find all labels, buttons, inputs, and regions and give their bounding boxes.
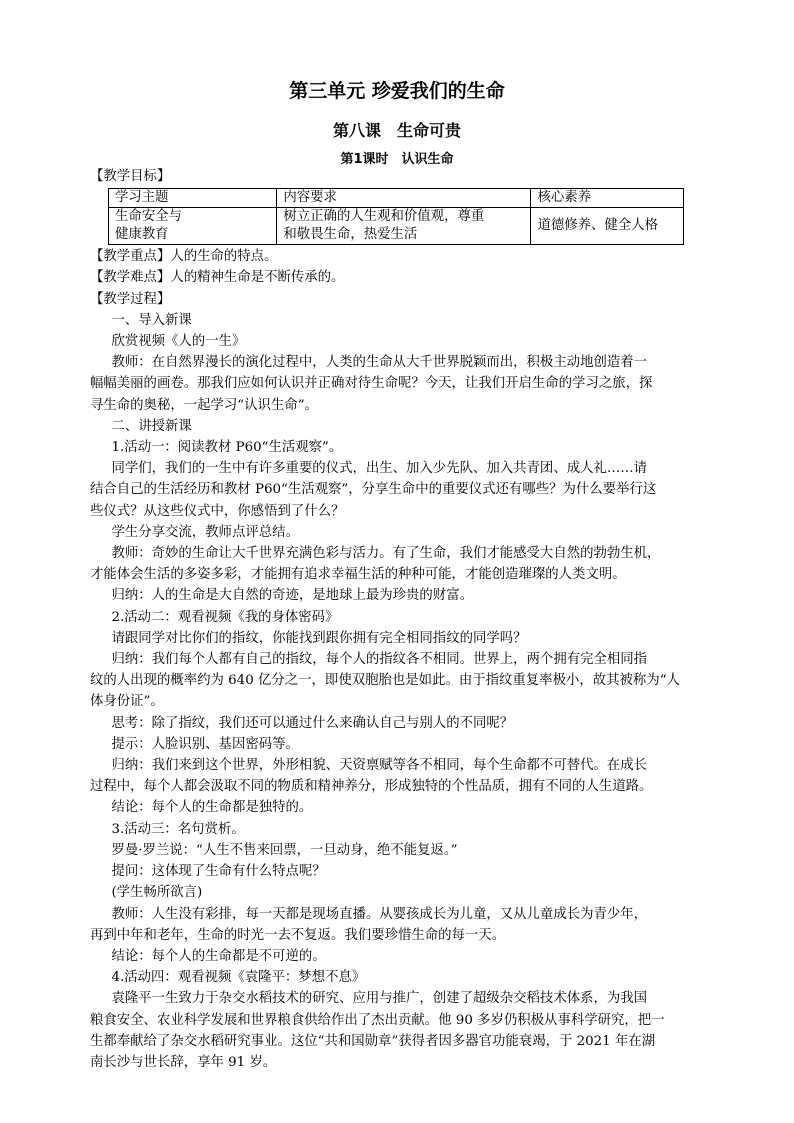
text-line: 3.活动三：名句赏析。 [111,821,245,837]
lesson-title: 第八课 生命可贵 [332,121,461,140]
text-line: 教师：奇妙的生命让大千世界充满色彩与活力。有了生命，我们才能感受大自然的勃勃生机， [111,546,661,562]
text-line: 学生分享交流，教师点评总结。 [111,524,299,540]
text-line: 粮食安全、农业科学发展和世界粮食供给作出了杰出贡献。他 90 多岁仍积极从事科学研究，把一 [90,1012,665,1028]
text-line: 寻生命的奥秘，一起学习“认识生命”。 [90,397,318,413]
text-line: 才能体会生活的多姿多彩，才能拥有追求幸福生活的种种可能，才能创造璀璨的人类文明。 [90,567,626,583]
text-line: 提问：这体现了生命有什么特点呢？ [111,864,326,880]
text-line: 结论：每个人的生命都是独特的。 [111,800,313,816]
text-line: 些仪式？从这些仪式中，你感悟到了什么？ [90,503,345,519]
text-line: 南长沙与世长辞，享年 91 岁。 [90,1054,277,1070]
text-line: 归纳：我们来到这个世界，外形相貌、天资禀赋等各不相同，每个生命都不可替代。在成长 [111,758,648,774]
key-point: 【教学重点】人的生命的特点。 [90,249,278,265]
topic-line: 健康教育 [115,227,169,243]
difficulty: 【教学难点】人的精神生命是不断传承的。 [90,270,345,286]
text-line: 请跟同学对比你们的指纹，你能找到跟你拥有完全相同指纹的同学吗？ [111,630,527,646]
table-header-cell: 核心素养 [531,189,684,208]
table-header-cell: 内容要求 [277,189,531,208]
text-line: 生都奉献给了杂交水稻研究事业。这位“共和国勋章”获得者因多器官功能衰竭，于 2021 年在湖 [90,1033,656,1049]
text-line: 体身份证”。 [90,694,164,710]
table-header-row [109,189,684,208]
table-cell-topic [109,208,277,245]
text-line: 袁隆平一生致力于杂交水稻技术的研究、应用与推广，创建了超级杂交稻技术体系，为我国 [111,991,648,1007]
text-line: 欣赏视频《人的一生》 [111,334,246,350]
text-line: (学生畅所欲言) [111,885,203,901]
text-line: 幅幅美丽的画卷。那我们应如何认识并正确对待生命呢？今天，让我们开启生命的学习之旅，探 [90,376,653,392]
text-line: 二、讲授新课 [111,418,192,434]
body-text [90,331,710,1073]
table-cell-requirement [277,208,531,245]
text-line: 罗曼·罗兰说：“人生不售来回票，一旦动身，绝不能复返。” [111,842,458,858]
text-line: 4.活动四：观看视频《袁隆平：梦想不息》 [111,970,366,986]
text-line: 1.活动一：阅读教材 P60“生活观察”。 [111,440,343,456]
text-line: 同学们，我们的一生中有许多重要的仪式，出生、加入少先队、加入共青团、成人礼……请 [111,461,648,477]
text-line: 纹的人出现的概率约为 640 亿分之一，即使双胞胎也是如此。由于指纹重复率极小，故其被称为“人 [90,673,680,689]
goals-label: 【教学目标】 [90,169,171,184]
table-cell-core: 道德修养、健全人格 [531,208,684,245]
goals-table [108,188,684,245]
text-line: 思考：除了指纹，我们还可以通过什么来确认自己与别人的不同呢？ [111,715,514,731]
requirement-line: 和敬畏生命，热爱生活 [283,227,418,243]
table-row [109,208,684,245]
text-line: 归纳：人的生命是大自然的奇迹，是地球上最为珍贵的财富。 [111,588,473,604]
text-line: 归纳：我们每个人都有自己的指纹，每个人的指纹各不相同。世界上，两个拥有完全相同指 [111,652,648,668]
period-title: 第1课时 认识生命 [340,152,454,167]
lesson-content [90,166,710,1073]
text-line: 教师：人生没有彩排，每一天都是现场直播。从婴孩成长为儿童，又从儿童成长为青少年， [111,906,648,922]
text-line: 提示：人脸识别、基因密码等。 [111,736,299,752]
text-line: 2.活动二：观看视频《我的身体密码》 [111,609,339,625]
unit-title: 第三单元 珍爱我们的生命 [289,80,505,102]
text-line: 过程中，每个人都会汲取不同的物质和精神养分，形成独特的个性品质，拥有不同的人生道路。 [90,779,653,795]
text-line: 再到中年和老年，生命的时光一去不复返。我们要珍惜生命的每一天。 [90,927,506,943]
text-line: 结论：每个人的生命都是不可逆的。 [111,948,326,964]
process-label: 【教学过程】 [90,291,171,307]
section-heading: 一、导入新课 [111,312,192,328]
table-header-cell: 学习主题 [109,189,277,208]
text-line: 结合自己的生活经历和教材 P60“生活观察”，分享生命中的重要仪式还有哪些？为什么要举行这 [90,482,657,498]
text-line: 教师：在自然界漫长的演化过程中，人类的生命从大千世界脱颖而出，积极主动地创造着一 [111,355,648,371]
requirement-line: 树立正确的人生观和价值观，尊重 [283,209,485,225]
topic-line: 生命安全与 [115,209,182,225]
